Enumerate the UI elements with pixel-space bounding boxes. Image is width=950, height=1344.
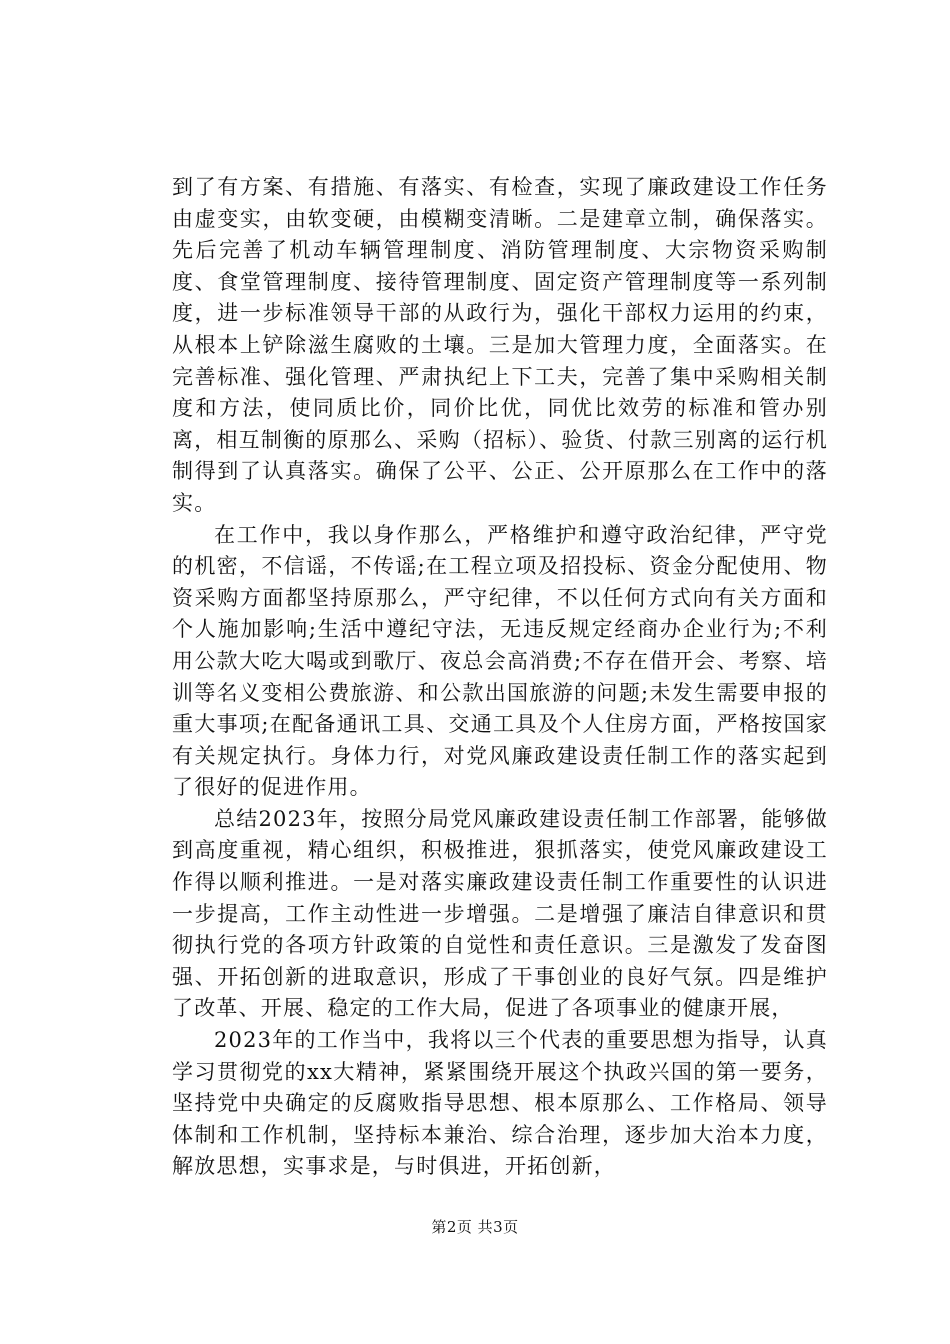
paragraph-4: 2023年的工作当中，我将以三个代表的重要思想为指导，认真学习贯彻党的xx大精神，紧紧围绕开展这个执政兴国的第一要务，坚持党中央确定的反腐败指导思想、根本原那么、工作格局、领导体制和工作机制，坚持标本兼治、综合治理，逐步加大治本力度，解放思想，实事求是，与时俱进，开拓创新，	[172, 1028, 828, 1179]
paragraph-1: 到了有方案、有措施、有落实、有检查，实现了廉政建设工作任务由虚变实，由软变硬，由模糊变清晰。二是建章立制，确保落实。先后完善了机动车辆管理制度、消防管理制度、大宗物资采购制度、食堂管理制度、接待管理制度、固定资产管理制度等一系列制度，进一步标准领导干部的从政行为，强化干部权力运用的约束，从根本上铲除滋生腐败的土壤。三是加大管理力度，全面落实。在完善标准、强化管理、严肃执纪上下工夫，完善了集中采购相关制度和方法，使同质比价，同价比优，同优比效劳的标准和管办别离，相互制衡的原那么、采购（招标）、验货、付款三别离的运行机制得到了认真落实。确保了公平、公正、公开原那么在工作中的落实。	[172, 175, 828, 515]
paragraph-3: 总结2023年，按照分局党风廉政建设责任制工作部署，能够做到高度重视，精心组织，积极推进，狠抓落实，使党风廉政建设工作得以顺利推进。一是对落实廉政建设责任制工作重要性的认识进一步提高，工作主动性进一步增强。二是增强了廉洁自律意识和贯彻执行党的各项方针政策的自觉性和责任意识。三是激发了发奋图强、开拓创新的进取意识，形成了干事创业的良好气氛。四是维护了改革、开展、稳定的工作大局，促进了各项事业的健康开展，	[172, 806, 828, 1021]
page-number-footer: 第2页 共3页	[431, 1218, 519, 1236]
document-body	[172, 172, 828, 1183]
paragraph-2: 在工作中，我以身作那么，严格维护和遵守政治纪律，严守党的机密，不信谣，不传谣;在工程立项及招投标、资金分配使用、物资采购方面都坚持原那么，严守纪律，不以任何方式向有关方面和个人施加影响;生活中遵纪守法，无违反规定经商办企业行为;不利用公款大吃大喝或到歌厅、夜总会高消费;不存在借开会、考察、培训等名义变相公费旅游、和公款出国旅游的问题;未发生需要申报的重大事项;在配备通讯工具、交通工具及个人住房方面，严格按国家有关规定执行。身体力行，对党风廉政建设责任制工作的落实起到了很好的促进作用。	[172, 522, 828, 800]
